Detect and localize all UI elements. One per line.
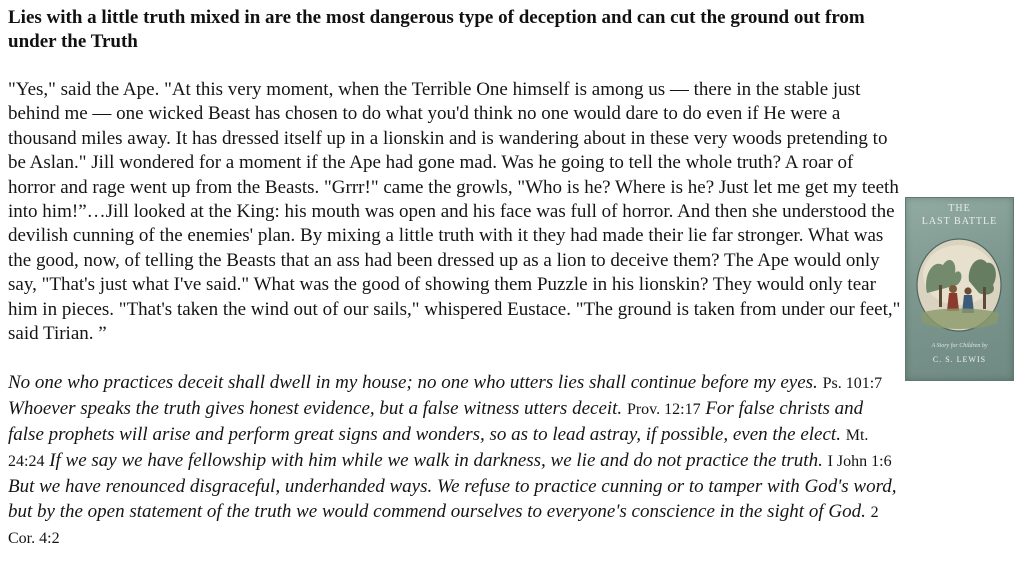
verse-reference: Prov. 12:17 <box>626 401 701 419</box>
cover-subtitle: A Story for Children by <box>931 343 988 349</box>
book-cover-image <box>905 197 1014 381</box>
verse-text: For false christs and false prophets will arise and perform great signs and wonders, so as to lead astray, if possible, even the elect. <box>8 398 864 446</box>
slide-content <box>8 6 902 551</box>
verse-reference: Mt. 24:24 <box>8 427 869 471</box>
cover-title-line2: LAST BATTLE <box>921 216 998 227</box>
verse-text: But we have renounced disgraceful, underhanded ways. We refuse to practice cunning or to tamper with God's word, but by the open statement of the truth we would commend ourselves to everyone's conscience in the sight of God. <box>8 476 897 523</box>
verse-reference: I John 1:6 <box>827 453 892 471</box>
verse-reference: Ps. 101:7 <box>822 375 883 393</box>
verse-text: Whoever speaks the truth gives honest evidence, but a false witness utters deceit. <box>8 398 623 420</box>
verse-text: No one who practices deceit shall dwell in my house; no one who utters lies shall continue before my eyes. <box>8 372 818 394</box>
scripture-verses <box>8 370 902 551</box>
slide-heading: Lies with a little truth mixed in are the most dangerous type of deception and can cut the ground out from under the Truth <box>8 7 865 52</box>
cover-illustration <box>913 235 1006 339</box>
cover-title-line1: THE <box>948 203 971 214</box>
verse-text: If we say we have fellowship with him while we walk in darkness, we lie and do not practice the truth. <box>49 450 823 472</box>
cover-author: C. S. LEWIS <box>932 355 987 364</box>
verse-reference: 2 Cor. 4:2 <box>8 504 879 548</box>
book-quote: "Yes," said the Ape. "At this very moment, when the Terrible One himself is among us — there in the stable just behind me — one wicked Beast has chosen to do what you'd think no one would dare to do even if He were a thousand miles away. It has dressed itself up in a lionskin and is wandering about in these very woods pretending to be Aslan." Jill wondered for a moment if the Ape had gone mad. Was he going to tell the whole truth? A roar of horror and rage went up from the Beasts. "Grrr!" came the growls, "Who is he? Where is he? Just let me get my teeth into him!”…Jill looked at the King: his mouth was open and his face was full of horror. And then she understood the devilish cunning of the enemies' plan. By mixing a little truth with it they had made their lie far stronger. What was the good, now, of telling the Beasts that an ass had been dressed up as a lion to deceive them? The Ape would only say, "That's just what I've said." What was the good of showing them Puzzle in his lionskin? They would only tear him in pieces. "That's taken the wind out of our sails," whispered Eustace. "The ground is taken from under our feet," said Tirian. ” <box>8 79 901 345</box>
